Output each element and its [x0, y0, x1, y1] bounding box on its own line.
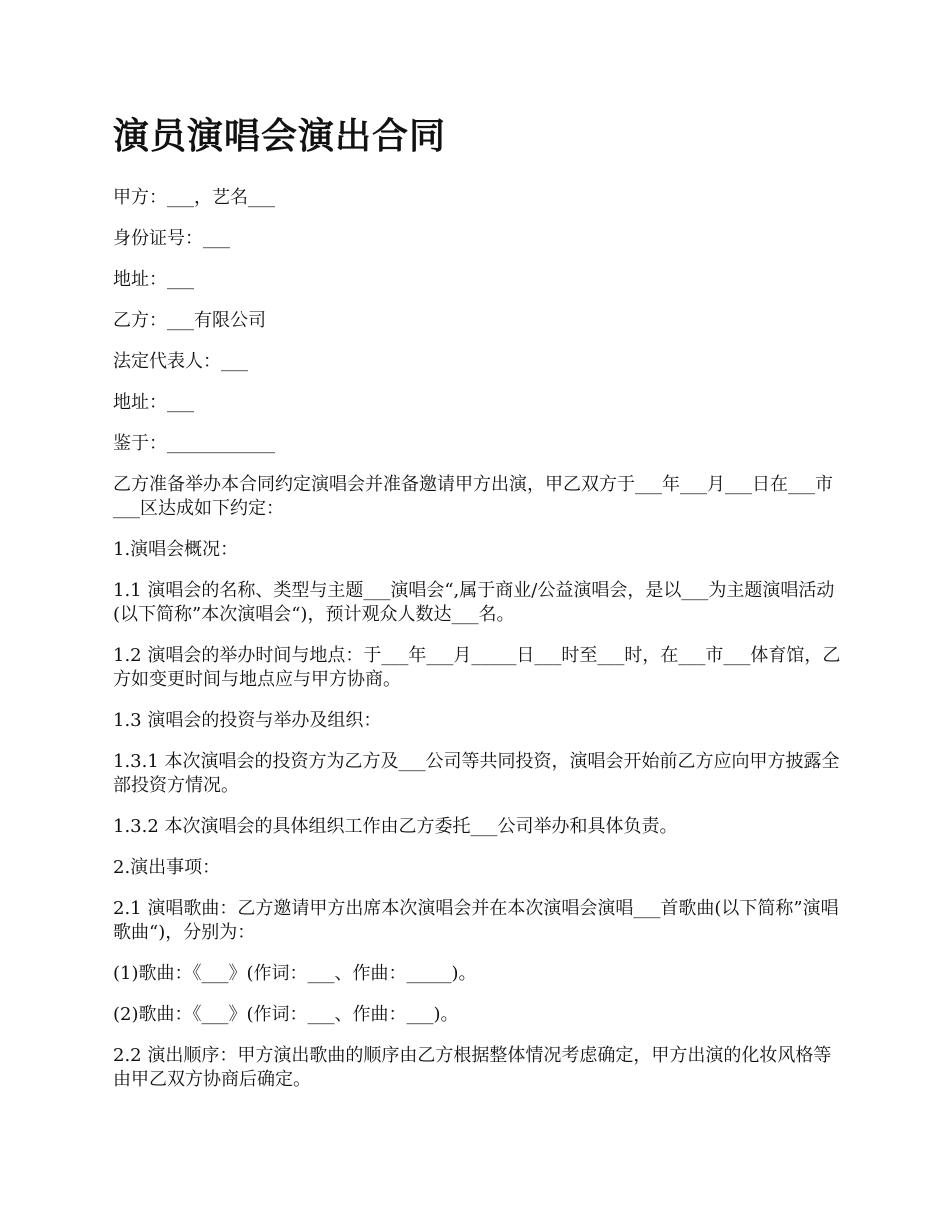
document-title: 演员演唱会演出合同 [113, 115, 447, 157]
song-item-2: (2)歌曲：《___》(作词：___、作曲：___)。 [113, 1004, 459, 1025]
section-1-2-paragraph: 1.2 演唱会的举办时间与地点：于___年___月_____日___时至___时，在___市___体育馆，乙方如变更时间与地点应与甲方协商。 [113, 645, 841, 690]
section-1-1-paragraph: 1.1 演唱会的名称、类型与主题___演唱会“,属于商业/公益演唱会，是以___为主题演唱活动(以下简称”本次演唱会“)，预计观众人数达___名。 [113, 580, 835, 625]
id-number-line: 身份证号：___ [113, 228, 230, 249]
section-1-heading: 1.演唱会概况： [113, 539, 239, 560]
song-item-1: (1)歌曲：《___》(作词：___、作曲：_____)。 [113, 963, 477, 984]
party-a-address-line: 地址：___ [113, 269, 194, 290]
whereas-line: 鉴于：____________ [113, 433, 275, 454]
party-a-line: 甲方：___，艺名___ [113, 187, 275, 208]
party-b-address-line: 地址：___ [113, 392, 194, 413]
section-2-1-paragraph: 2.1 演唱歌曲：乙方邀请甲方出席本次演唱会并在本次演唱会演唱___首歌曲(以下简称”演唱歌曲“)，分别为： [113, 898, 839, 943]
section-2-heading: 2.演出事项： [113, 857, 221, 878]
section-1-3-2-paragraph: 1.3.2 本次演唱会的具体组织工作由乙方委托___公司举办和具体负责。 [113, 816, 678, 837]
legal-representative-line: 法定代表人：___ [113, 351, 248, 372]
party-b-line: 乙方：___有限公司 [113, 310, 266, 331]
agreement-intro-paragraph: 乙方准备举办本合同约定演唱会并准备邀请甲方出演，甲乙双方于___年___月___日在___市___区达成如下约定： [113, 474, 833, 519]
section-1-3-heading: 1.3 演唱会的投资与举办及组织： [113, 710, 382, 731]
section-1-3-1-paragraph: 1.3.1 本次演唱会的投资方为乙方及___公司等共同投资，演唱会开始前乙方应向甲方披露全部投资方情况。 [113, 751, 840, 796]
section-2-2-paragraph: 2.2 演出顺序：甲方演出歌曲的顺序由乙方根据整体情况考虑确定，甲方出演的化妆风格等由甲乙双方协商后确定。 [113, 1045, 832, 1090]
